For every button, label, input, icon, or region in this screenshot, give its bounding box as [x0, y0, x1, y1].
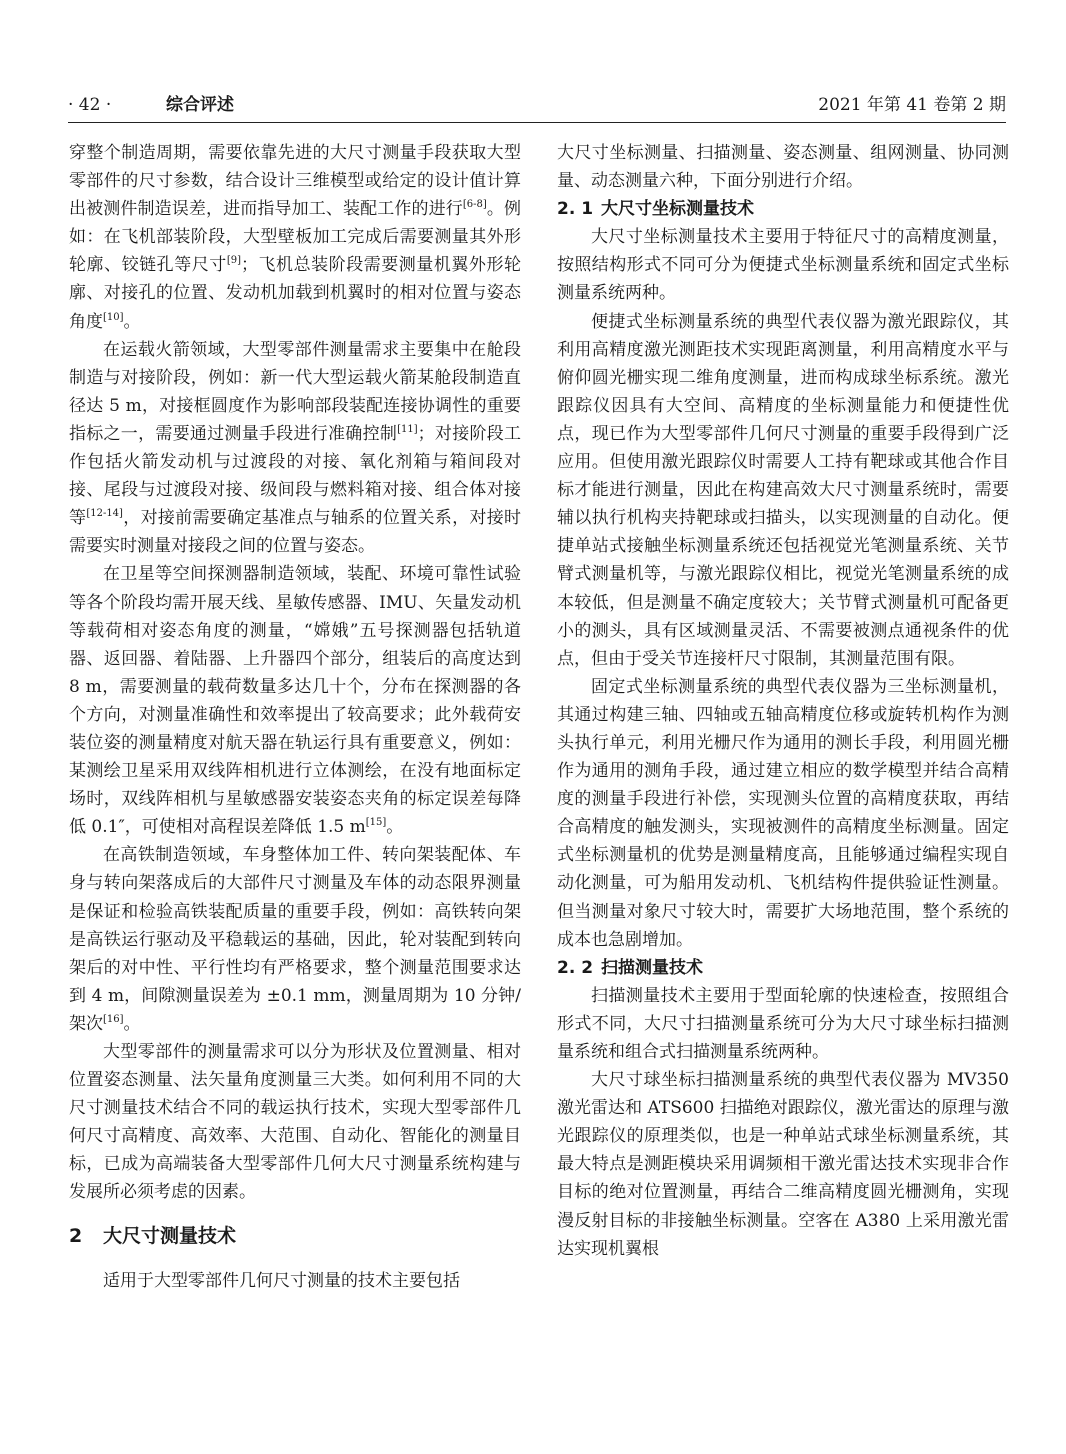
citation: [11] [397, 423, 418, 435]
citation: [15] [365, 817, 387, 829]
paragraph-laser-radar: 大尺寸球坐标扫描测量系统的典型代表仪器为 MV350 激光雷达和 ATS600 扫描绝对跟踪仪，激光雷达的原理与激光跟踪仪的原理类似，也是一种单站式球坐标测量系统，其最大特点是测距模块采用调频相干激光雷达技术实现非合作目标的绝对位置测量，再结合二维高精度圆光栅测角，实现漫反射目标的非接触坐标测量。空客在 A380 上采用激光雷达实现机翼根 [557, 1070, 1009, 1259]
paragraph: 大尺寸坐标测量技术主要用于特征尺寸的高精度测量，按照结构形式不同可分为便捷式坐标测量系统和固定式坐标测量系统两种。 [557, 227, 1009, 304]
journal-section: 综合评述 [166, 95, 234, 115]
subsection-heading-2-2: 2. 2 扫描测量技术 [557, 957, 703, 978]
paragraph-rocket: 在运载火箭领域，大型零部件测量需求主要集中在舱段制造与对接阶段，例如：新一代大型运载火箭某舱段制造直径达 5 m，对接框圆度作为影响部段装配连接协调性的重要指标之一，需要通过测量手段进行准确控制[11]；对接阶段工作包括火箭发动机与过渡段的对接、氧化剂箱与箱间段对接、尾段与过渡段对接、级间段与燃料箱对接、组合体对接等[12-14]，对接前需要确定基准点与轴系的位置关系，对接时需要实时测量对接段之间的位置与姿态。 [69, 339, 522, 557]
citation: [6-8] [462, 199, 487, 211]
paragraph-railway: 在高铁制造领域，车身整体加工件、转向架装配体、车身与转向架落成后的大部件尺寸测量及车体的动态限界测量是保证和检验高铁装配质量的重要手段，例如：高铁转向架是高铁运行驱动及平稳载运的基础，因此，轮对装配到转向架后的对中性、平行性均有严格要求，整个测量范围要求达到 4 m，间隙测量误差为 ±0.1 mm，测量周期为 10 分钟/架次[16]。 [69, 845, 521, 1034]
subsection-heading-2-1: 2. 1 大尺寸坐标测量技术 [557, 199, 754, 220]
paragraph-intro: 适用于大型零部件几何尺寸测量的技术主要包括 [103, 1270, 460, 1291]
citation: [16] [103, 1013, 124, 1025]
left-column [69, 139, 521, 1295]
paragraph-requirements: 大型零部件的测量需求可以分为形状及位置测量、相对位置姿态测量、法矢量角度测量三大类。如何利用不同的大尺寸测量技术结合不同的载运执行技术，实现大型零部件几何尺寸高精度、高效率、大范围、自动化、智能化的测量目标，已成为高端装备大型零部件几何大尺寸测量系统构建与发展所必须考虑的因素。 [69, 1042, 521, 1203]
paragraph-portable-cms: 便捷式坐标测量系统的典型代表仪器为激光跟踪仪，其利用高精度激光测距技术实现距离测量，利用高精度水平与俯仰圆光栅实现二维角度测量，进而构成球坐标系统。激光跟踪仪因具有大空间、高精度的坐标测量能力和便捷性优点，现已作为大型零部件几何尺寸测量的重要手段得到广泛应用。但使用激光跟踪仪时需要人工持有靶球或其他合作目标才能进行测量，因此在构建高效大尺寸测量系统时，需要辅以执行机构夹持靶球或扫描头，以实现测量的自动化。便捷单站式接触坐标测量系统还包括视觉光笔测量系统、关节臂式测量机等，与激光跟踪仪相比，视觉光笔测量系统的成本较低，但是测量不确定度较大；关节臂式测量机可配备更小的测头，具有区域测量灵活、不需要被测点通视条件的优点，但由于受关节连接杆尺寸限制，其测量范围有限。 [557, 311, 1009, 669]
running-header [68, 92, 1006, 123]
paragraph-fixed-cmm: 固定式坐标测量系统的典型代表仪器为三坐标测量机，其通过构建三轴、四轴或五轴高精度位移或旋转机构作为测头执行单元，利用光栅尺作为通用的测长手段，利用圆光栅作为通用的测角手段，通过建立相应的数学模型并结合高精度的测量手段进行补偿，实现测头位置的高精度获取，再结合高精度的触发测头，实现被测件的高精度坐标测量。固定式坐标测量机的优势是测量精度高，且能够通过编程实现自动化测量，可为船用发动机、飞机结构件提供验证性测量。但当测量对象尺寸较大时，需要扩大场地范围，整个系统的成本也急剧增加。 [557, 676, 1009, 950]
page-number: · 42 · [68, 95, 112, 115]
citation: [10] [103, 311, 124, 323]
right-column [557, 139, 1009, 1263]
paragraph: 大尺寸坐标测量、扫描测量、姿态测量、组网测量、协同测量、动态测量六种，下面分别进行介绍。 [557, 143, 1009, 192]
paragraph-satellite: 在卫星等空间探测器制造领域，装配、环境可靠性试验等各个阶段均需开展天线、星敏传感器、IMU、矢量发动机等载荷相对姿态角度的测量，“嫦娥”五号探测器包括轨道器、返回器、着陆器、上升器四个部分，组装后的高度达到 8 m，需要测量的载荷数量多达几十个，分布在探测器的各个方向，对测量准确性和效率提出了较高要求；此外载荷安装位姿的测量精度对航天器在轨运行具有重要意义，例如：某测绘卫星采用双线阵相机进行立体测绘，在没有地面标定场时，双线阵相机与星敏感器安装姿态夹角的标定误差每降低 0.1″，可使相对高程误差降低 1.5 m[15]。 [69, 564, 521, 838]
section-heading-2: 2 大尺寸测量技术 [69, 1224, 237, 1247]
citation: [9] [226, 255, 241, 267]
paragraph: 穿整个制造周期，需要依靠先进的大尺寸测量手段获取大型零部件的尺寸参数，结合设计三维模型或给定的设计值计算出被测件制造误差，进而指导加工、装配工作的进行[6-8]。例如：在飞机部装阶段，大型壁板加工完成后需要测量其外形轮廓、铰链孔等尺寸[9]；飞机总装阶段需要测量机翼外形轮廓、对接孔的位置、发动机加载到机翼时的相对位置与姿态角度[10]。 [69, 143, 522, 332]
citation: [12-14] [86, 508, 123, 520]
journal-issue: 2021 年第 41 卷第 2 期 [818, 95, 1006, 115]
paragraph: 扫描测量技术主要用于型面轮廓的快速检查，按照组合形式不同，大尺寸扫描测量系统可分为大尺寸球坐标扫描测量系统和组合式扫描测量系统两种。 [557, 985, 1009, 1062]
